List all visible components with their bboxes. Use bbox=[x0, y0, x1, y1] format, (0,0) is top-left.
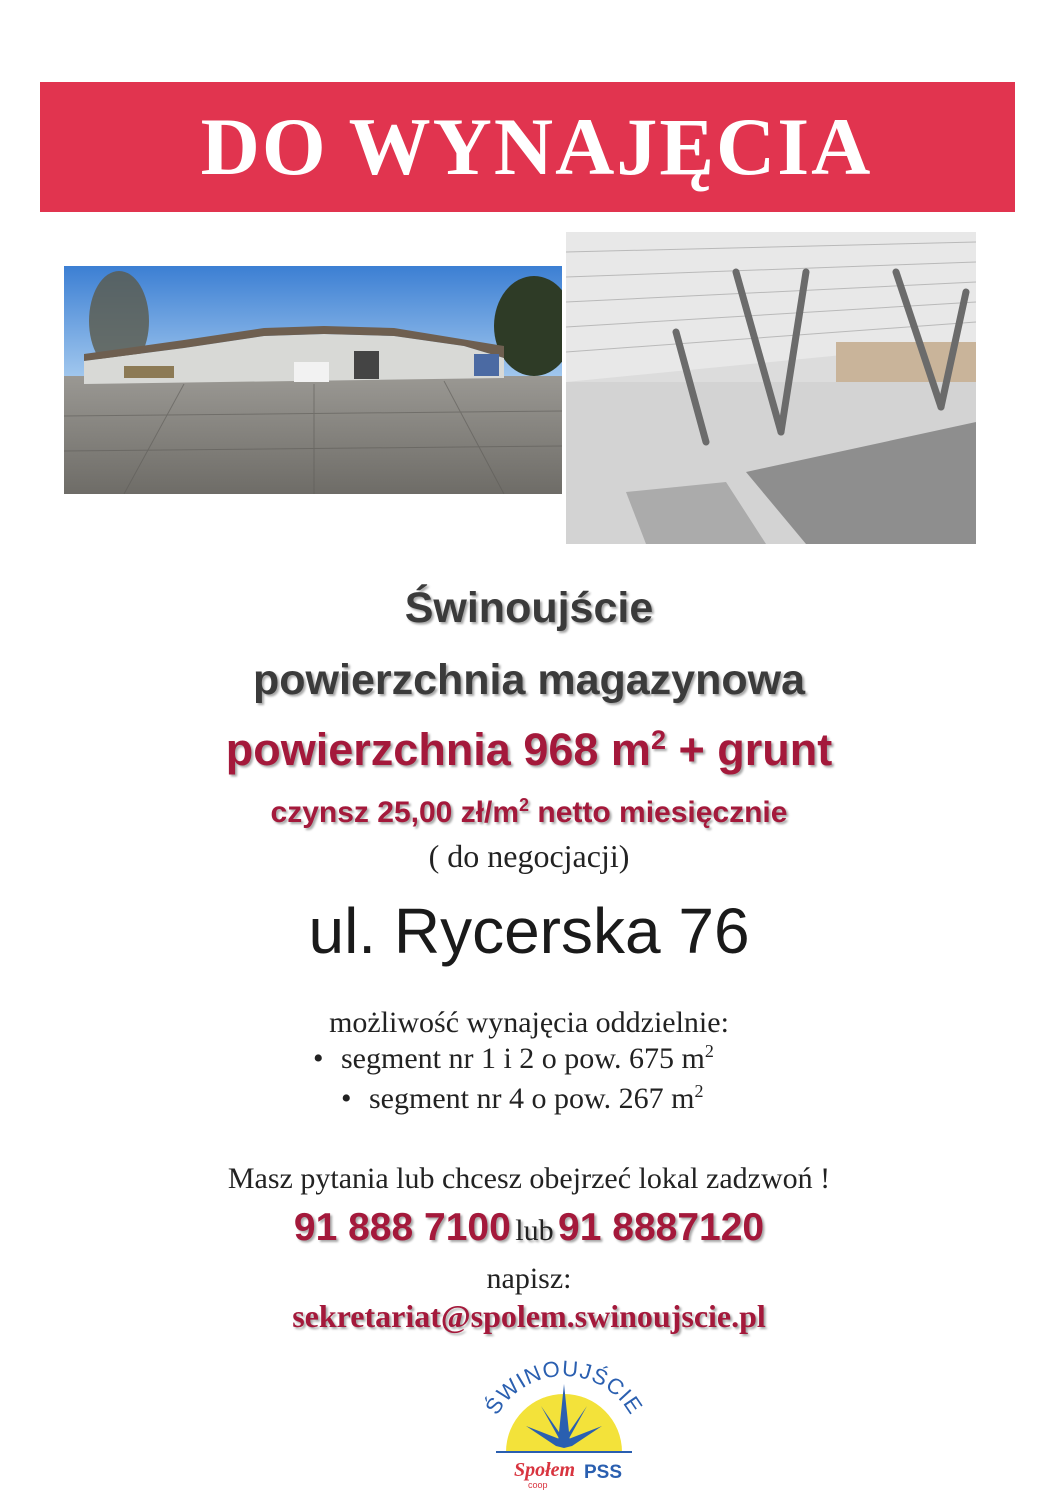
svg-text:Społem: Społem bbox=[514, 1459, 576, 1481]
list-item: • segment nr 4 o pow. 267 $m^2$ bbox=[341, 1081, 704, 1115]
contact-question: Masz pytania lub chcesz obejrzeć lokal zadzwoń ! bbox=[227, 1162, 831, 1195]
banner-title: DO WYNAJĘCIA bbox=[200, 101, 873, 192]
title-banner bbox=[40, 82, 1015, 212]
list-item: • segment nr 1 i 2 o pow. 675 $m^2$ bbox=[313, 1041, 714, 1075]
write-label: napisz: bbox=[486, 1262, 572, 1295]
city-name: Świnoujście bbox=[404, 584, 654, 632]
email-link[interactable]: sekretariat@spolem.swinoujscie.pl bbox=[292, 1298, 766, 1334]
svg-text:coop: coop bbox=[528, 1480, 548, 1490]
property-type: powierzchnia magazynowa bbox=[253, 656, 805, 704]
phone-link-2[interactable]: 91 8887120 bbox=[558, 1206, 765, 1249]
spolem-logo bbox=[466, 1356, 662, 1490]
phone-numbers: 91 888 7100 lub 91 8887120 bbox=[293, 1206, 765, 1249]
svg-text:ŚWINOUJŚCIE: ŚWINOUJŚCIE bbox=[480, 1356, 648, 1419]
address: ul. Rycerska 76 bbox=[308, 895, 750, 967]
options-title: możliwość wynajęcia oddzielnie: bbox=[329, 1006, 729, 1039]
phone-link-1[interactable]: 91 888 7100 bbox=[293, 1206, 511, 1249]
svg-text:PSS: PSS bbox=[584, 1462, 623, 1483]
rent-info: czynsz 25,00 $zł/m^2$ netto miesięcznie bbox=[270, 795, 788, 829]
interior-hall-photo bbox=[566, 232, 976, 544]
area-headline: powierzchnia 968 $m^2$ + grunt bbox=[225, 724, 833, 775]
exterior-warehouse-photo bbox=[64, 266, 562, 494]
negotiation-note: ( do negocjacji) bbox=[428, 838, 630, 874]
